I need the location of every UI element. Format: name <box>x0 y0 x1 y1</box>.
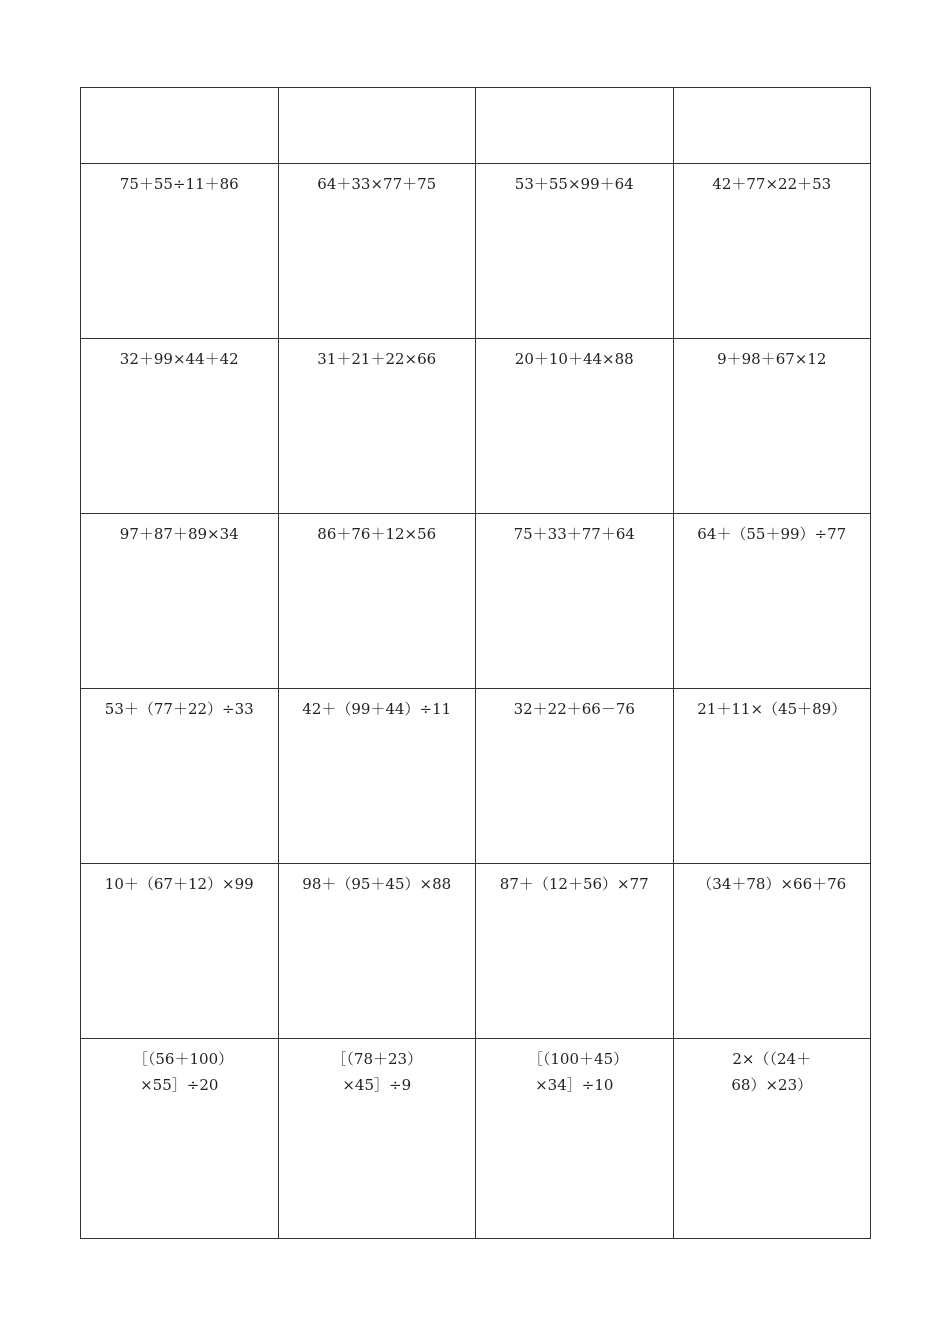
worksheet-table <box>80 87 871 1239</box>
problem-expression: 87＋（12＋56）×77 <box>499 875 649 893</box>
problem-cell <box>278 514 476 689</box>
problem-cell <box>476 1039 674 1239</box>
problem-expression: 32＋22＋66－76 <box>513 700 635 718</box>
problem-expression: 75＋55÷11＋86 <box>119 175 239 193</box>
problem-cell <box>673 164 871 339</box>
problem-expression: 32＋99×44＋42 <box>119 350 239 368</box>
problem-row <box>81 514 871 689</box>
problem-expression: ［（56＋100）×55］÷20 <box>132 1050 226 1094</box>
problem-expression: 86＋76＋12×56 <box>317 525 437 543</box>
problem-row <box>81 339 871 514</box>
problem-cell <box>278 339 476 514</box>
problem-cell <box>673 514 871 689</box>
problem-expression: 31＋21＋22×66 <box>317 350 437 368</box>
problem-cell <box>278 689 476 864</box>
header-cell <box>278 88 476 164</box>
problem-cell <box>81 339 279 514</box>
problem-expression: 64＋（55＋99）÷77 <box>697 525 847 543</box>
problem-cell <box>81 1039 279 1239</box>
problem-expression: 53＋（77＋22）÷33 <box>104 700 254 718</box>
problem-expression: 9＋98＋67×12 <box>717 350 827 368</box>
problem-cell <box>673 1039 871 1239</box>
header-cell <box>476 88 674 164</box>
problem-cell <box>81 164 279 339</box>
problem-cell <box>476 339 674 514</box>
problem-expression: 2×（（24＋68）×23） <box>731 1050 813 1094</box>
problem-cell <box>476 864 674 1039</box>
problem-cell <box>278 164 476 339</box>
header-cell <box>81 88 279 164</box>
problem-expression: 42＋（99＋44）÷11 <box>302 700 452 718</box>
problem-expression: 75＋33＋77＋64 <box>513 525 635 543</box>
problem-row <box>81 864 871 1039</box>
problem-expression: （34＋78）×66＋76 <box>697 875 847 893</box>
problem-expression: ［（78＋23）×45］÷9 <box>331 1050 423 1094</box>
problem-cell <box>673 689 871 864</box>
problem-expression: 42＋77×22＋53 <box>712 175 832 193</box>
problem-cell <box>278 1039 476 1239</box>
header-row <box>81 88 871 164</box>
problem-row <box>81 689 871 864</box>
problem-cell <box>278 864 476 1039</box>
problem-expression: 20＋10＋44×88 <box>514 350 634 368</box>
problem-expression: 21＋11×（45＋89） <box>697 700 847 718</box>
problem-cell <box>673 864 871 1039</box>
problem-cell <box>81 864 279 1039</box>
problem-expression: 97＋87＋89×34 <box>119 525 239 543</box>
problem-expression: 98＋（95＋45）×88 <box>302 875 452 893</box>
problem-expression: 64＋33×77＋75 <box>317 175 437 193</box>
problem-expression: 10＋（67＋12）×99 <box>104 875 254 893</box>
problem-row <box>81 164 871 339</box>
problem-cell <box>476 689 674 864</box>
problem-cell <box>81 514 279 689</box>
problem-expression: ［（100＋45）×34］÷10 <box>527 1050 621 1094</box>
problem-cell <box>81 689 279 864</box>
problem-row <box>81 1039 871 1239</box>
problem-cell <box>673 339 871 514</box>
problem-cell <box>476 164 674 339</box>
problem-expression: 53＋55×99＋64 <box>514 175 634 193</box>
problem-cell <box>476 514 674 689</box>
header-cell <box>673 88 871 164</box>
